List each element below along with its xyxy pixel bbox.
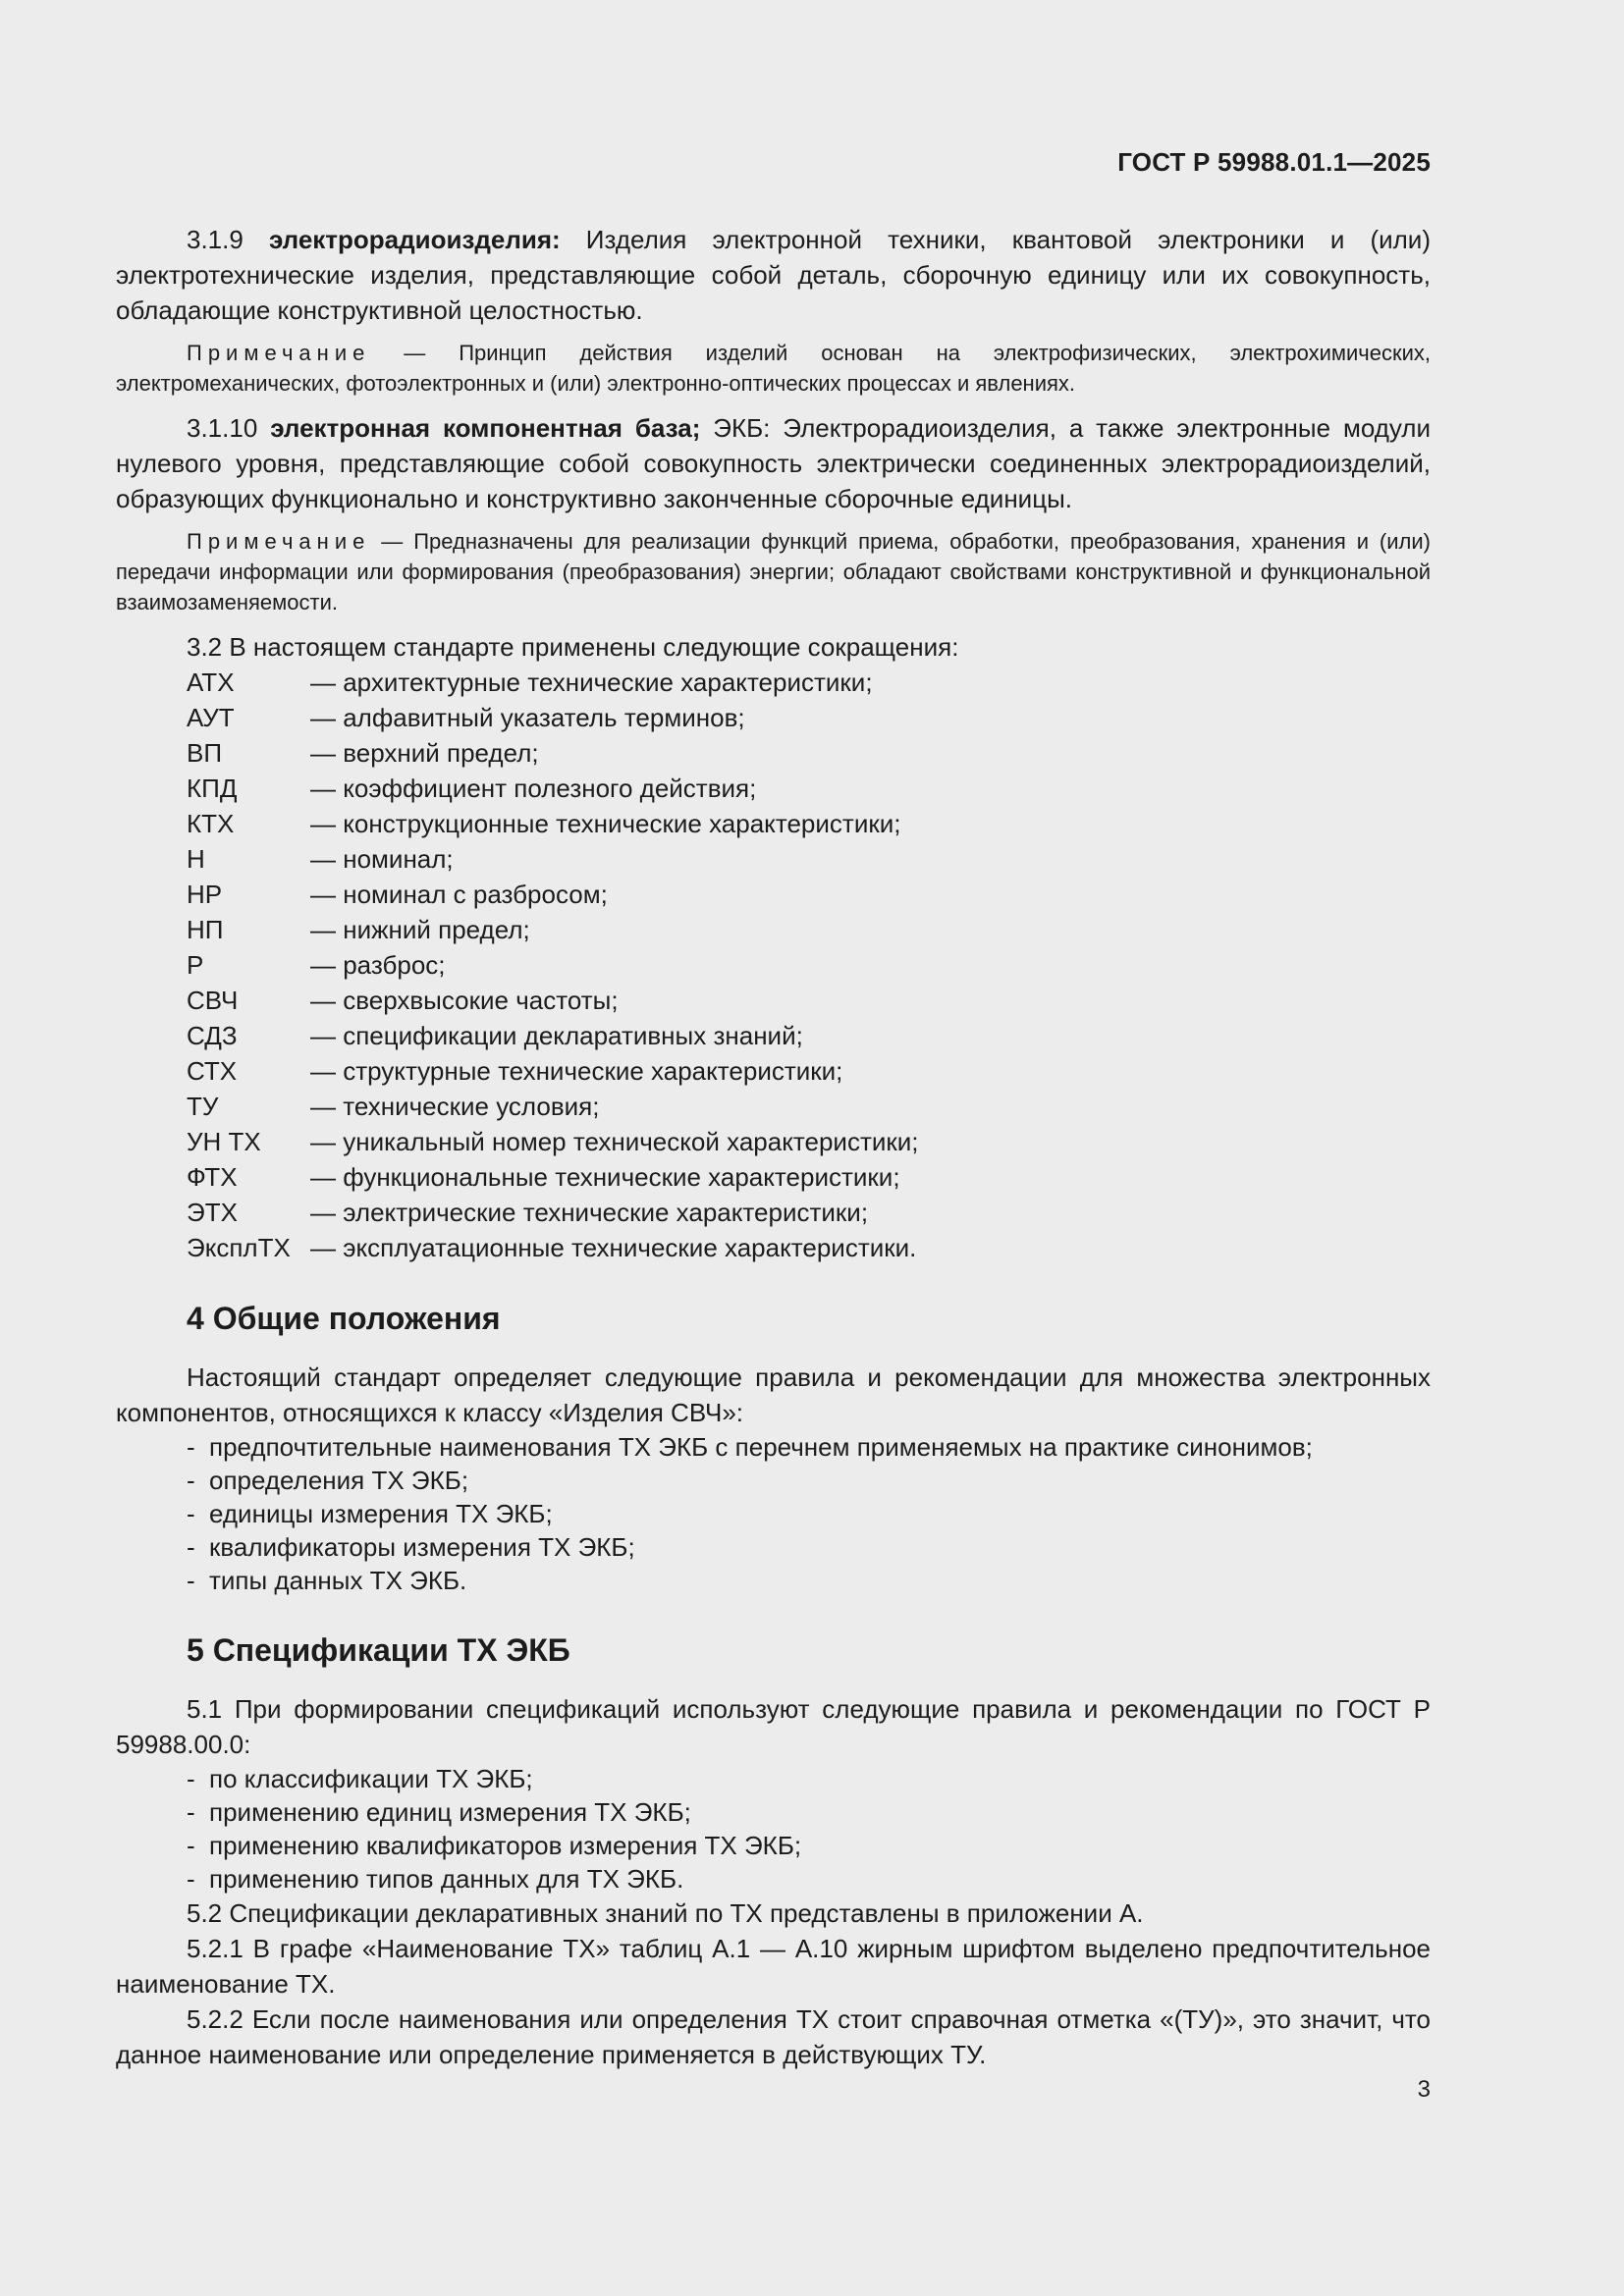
note-text: — Принцип действия изделий основан на электрофизических, электрохимических, электромеханических, фотоэлектронных и (или) электронно-оптических процессах и явлениях. — [116, 341, 1431, 396]
abbreviation-row — [116, 1053, 1431, 1089]
bullet-item — [116, 1829, 1431, 1862]
note-label: Примечание — [187, 529, 371, 554]
abbreviation-code: Н — [187, 844, 205, 874]
abbreviation-description: — структурные технические характеристики; — [310, 1056, 843, 1086]
abbreviation-code: ЭТХ — [187, 1198, 238, 1227]
abbreviation-code: ВП — [187, 738, 223, 768]
abbreviation-description: — электрические технические характеристики; — [310, 1198, 869, 1227]
abbreviation-row — [116, 1018, 1431, 1053]
abbreviation-description: — коэффициент полезного действия; — [310, 774, 757, 803]
abbreviation-description: — технические условия; — [310, 1092, 600, 1121]
abbreviation-row — [116, 700, 1431, 735]
abbreviation-code: СВЧ — [187, 986, 239, 1015]
abbreviations-intro: 3.2 В настоящем стандарте применены следующие сокращения: — [187, 632, 959, 662]
bullet-mark: - — [187, 1797, 195, 1827]
abbreviation-code: АУТ — [187, 703, 235, 732]
abbreviation-code: СТХ — [187, 1056, 238, 1086]
definition: Изделия электронной техники, квантовой электроники и (или) электротехнические изделия, представляющие собой деталь, сборочную единицу или их совокупность, обладающие конструктивной целостностью. — [116, 225, 1431, 325]
abbreviation-description: — конструкционные технические характеристики; — [310, 809, 901, 838]
abbreviation-description: — верхний предел; — [310, 738, 539, 768]
abbreviation-code: КПД — [187, 774, 238, 803]
bullet-text: квалификаторы измерения ТХ ЭКБ; — [209, 1532, 635, 1562]
bullet-mark: - — [187, 1466, 195, 1495]
note-2 — [116, 526, 1431, 617]
bullet-item — [116, 1464, 1431, 1497]
abbreviation-description: — спецификации декларативных знаний; — [310, 1021, 803, 1050]
bullet-mark: - — [187, 1566, 195, 1595]
bullet-mark: - — [187, 1864, 195, 1894]
abbreviation-description: — номинал; — [310, 844, 454, 874]
page-number: 3 — [1417, 2076, 1431, 2103]
section-4-title: 4 Общие положения — [187, 1301, 501, 1336]
clause-number: 3.1.10 — [187, 413, 271, 443]
abbreviation-row — [116, 1159, 1431, 1195]
abbreviation-row — [116, 841, 1431, 877]
bullet-mark: - — [187, 1499, 195, 1528]
clause-3-1-9 — [116, 222, 1431, 328]
abbreviation-description: — разброс; — [310, 950, 446, 980]
section-5-bullets — [116, 1762, 1431, 1896]
abbreviation-row — [116, 912, 1431, 947]
abbreviation-description: — уникальный номер технической характеристики; — [310, 1127, 919, 1156]
note-label: Примечание — [187, 341, 371, 365]
bullet-item — [116, 1564, 1431, 1597]
abbreviation-description: — нижний предел; — [310, 915, 530, 944]
abbreviation-description: — эксплуатационные технические характеристики. — [310, 1233, 917, 1262]
bullet-text: предпочтительные наименования ТХ ЭКБ с перечнем применяемых на практике синонимов; — [209, 1432, 1313, 1462]
abbreviation-row — [116, 806, 1431, 841]
abbreviation-code: СДЗ — [187, 1021, 238, 1050]
bullet-text: по классификации ТХ ЭКБ; — [209, 1764, 533, 1793]
bullet-item — [116, 1862, 1431, 1896]
bullet-mark: - — [187, 1532, 195, 1562]
abbreviations-list — [116, 665, 1431, 1265]
abbreviation-row — [116, 1089, 1431, 1124]
abbreviation-description: — функциональные технические характеристики; — [310, 1162, 900, 1192]
bullet-item — [116, 1762, 1431, 1795]
abbreviation-description: — алфавитный указатель терминов; — [310, 703, 745, 732]
document-page — [116, 0, 1431, 2296]
abbreviation-code: КТХ — [187, 809, 235, 838]
clause-5-1: 5.1 При формировании спецификаций используют следующие правила и рекомендации по ГОСТ Р 59988.00.0: — [116, 1694, 1431, 1759]
abbreviation-code: АТХ — [187, 667, 235, 697]
abbreviation-description: — архитектурные технические характеристики; — [310, 667, 873, 697]
clause-5-2-2: 5.2.2 Если после наименования или определения ТХ стоит справочная отметка «(ТУ)», это значит, что данное наименование или определение применяется в действующих ТУ. — [116, 2004, 1431, 2069]
bullet-mark: - — [187, 1432, 195, 1462]
bullet-item — [116, 1497, 1431, 1530]
term: электронная компонентная база; — [270, 413, 701, 443]
section-4-bullets — [116, 1430, 1431, 1597]
clause-5-2-1: 5.2.1 В графе «Наименование ТХ» таблиц А.1 — А.10 жирным шрифтом выделено предпочтительное наименование ТХ. — [116, 1934, 1431, 1999]
abbreviation-description: — сверхвысокие частоты; — [310, 986, 619, 1015]
abbreviation-code: НР — [187, 880, 223, 909]
abbreviation-code: УН ТХ — [187, 1127, 261, 1156]
document-header: ГОСТ Р 59988.01.1—2025 — [1117, 147, 1431, 177]
bullet-mark: - — [187, 1831, 195, 1860]
clause-5-2: 5.2 Спецификации декларативных знаний по ТХ представлены в приложении А. — [187, 1898, 1144, 1928]
section-4-intro: Настоящий стандарт определяет следующие правила и рекомендации для множества электронных компонентов, относящихся к классу «Изделия СВЧ»: — [116, 1362, 1431, 1427]
bullet-text: единицы измерения ТХ ЭКБ; — [209, 1499, 553, 1528]
abbreviation-description: — номинал с разбросом; — [310, 880, 608, 909]
section-5-title: 5 Спецификации ТХ ЭКБ — [187, 1632, 570, 1668]
abbreviation-code: ТУ — [187, 1092, 219, 1121]
abbreviation-row — [116, 1124, 1431, 1159]
bullet-item — [116, 1530, 1431, 1564]
abbreviation-row — [116, 947, 1431, 983]
abbreviation-row — [116, 1230, 1431, 1265]
abbreviation-code: ЭксплТХ — [187, 1233, 291, 1262]
clause-number: 3.1.9 — [187, 225, 269, 254]
abbreviation-row — [116, 771, 1431, 806]
clause-3-1-10 — [116, 410, 1431, 516]
note-text: — Предназначены для реализации функций приема, обработки, преобразования, хранения и (или) передачи информации или формирования (преобразования) энергии; обладают свойствами конструктивной и функциональной взаимозаменяемости. — [116, 529, 1431, 614]
abbreviation-row — [116, 665, 1431, 700]
abbreviation-row — [116, 735, 1431, 771]
abbreviation-code: ФТХ — [187, 1162, 238, 1192]
abbreviation-row — [116, 1195, 1431, 1230]
bullet-mark: - — [187, 1764, 195, 1793]
abbreviation-code: НП — [187, 915, 224, 944]
bullet-item — [116, 1430, 1431, 1464]
abbreviation-code: Р — [187, 950, 204, 980]
note-1 — [116, 338, 1431, 399]
abbreviation-row — [116, 983, 1431, 1018]
bullet-item — [116, 1795, 1431, 1829]
abbreviation-row — [116, 877, 1431, 912]
bullet-text: применению квалификаторов измерения ТХ ЭКБ; — [209, 1831, 802, 1860]
bullet-text: применению типов данных для ТХ ЭКБ. — [209, 1864, 684, 1894]
term: электрорадиоизделия: — [268, 225, 561, 254]
bullet-text: типы данных ТХ ЭКБ. — [209, 1566, 467, 1595]
definition: ЭКБ: Электрорадиоизделия, а также электронные модули нулевого уровня, представляющие собой совокупность электрически соединенных электрорадиоизделий, образующих функционально и конструктивно законченные сборочные единицы. — [116, 413, 1432, 513]
bullet-text: применению единиц измерения ТХ ЭКБ; — [209, 1797, 691, 1827]
document-body — [116, 222, 1431, 2072]
bullet-text: определения ТХ ЭКБ; — [209, 1466, 469, 1495]
